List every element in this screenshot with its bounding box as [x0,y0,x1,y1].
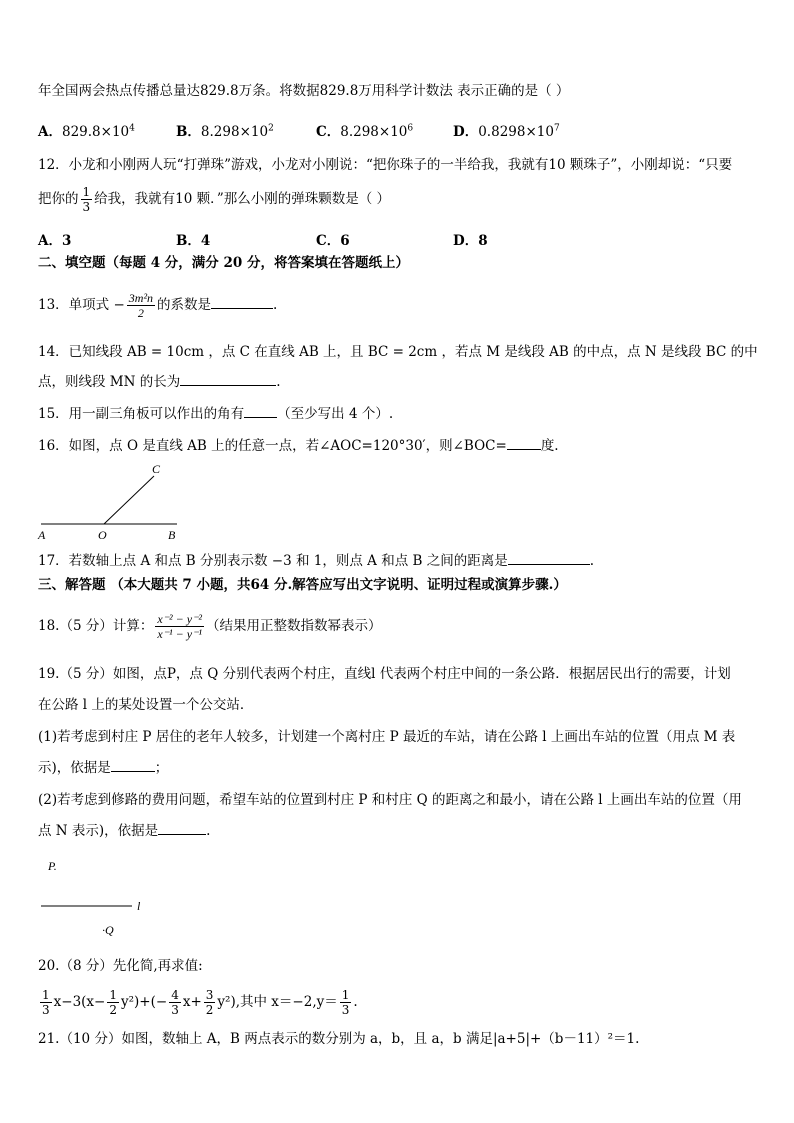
label-o: O [98,528,107,542]
q18-pre: 18.（5 分）计算： [38,618,154,634]
option-exponent: 7 [553,123,560,134]
option-value: 4 [200,233,211,249]
fraction-denominator: x⁻¹ − y⁻¹ [157,627,202,641]
q14-line1: 14．已知线段 AB = 10cm ，点 C 在直线 AB 上，且 BC = 2cm ，若点 M 是线段 AB 的中点，点 N 是线段 BC 的中 [38,344,758,360]
q21: 21.（10 分）如图，数轴上 A，B 两点表示的数分别为 a，b，且 a，b 满足|a+5|+（b－11）²＝1. [38,1031,640,1047]
fraction-numerator: 4 [171,988,179,1002]
q12-line2 [38,182,390,216]
q16 [38,437,559,455]
answer-blank[interactable] [180,373,276,386]
option-letter: C． [316,124,341,140]
fraction-denominator: 3 [171,1003,179,1017]
q19-line3: (1)若考虑到村庄 P 居住的老年人较多，计划建一个离村庄 P 最近的车站，请在公路 l 上画出车站的位置（用点 M 表 [38,729,736,745]
option-letter: B． [176,124,201,140]
q18-fraction [155,612,204,641]
q18 [38,606,381,646]
section-2-heading: 二、填空题（每题 4 分，满分 20 分，将答案填在答题纸上） [38,255,409,271]
option-value: 8 [478,233,488,249]
fraction-denominator: 3 [42,1003,50,1017]
q11-option-c [316,120,413,140]
option-value: 3 [61,233,72,249]
fraction-numerator: 3 [205,988,214,1002]
label-b: B [168,528,176,542]
expr-part: . [353,994,358,1010]
q19-line6-post: . [206,823,211,839]
answer-blank[interactable] [158,822,206,835]
fraction-numerator: 1 [109,988,117,1002]
q12-line2-pre: 把你的 [38,191,79,207]
fraction-denominator: 2 [109,1003,117,1017]
ray-oc [104,476,154,524]
q19-line6 [38,822,210,840]
fraction [107,988,119,1017]
q12-line2-post: 给我，我就有10 颗．”那么小刚的弹珠颗数是（ ） [94,191,391,207]
option-letter: A． [38,233,62,249]
q13-end: . [273,297,278,313]
option-letter: C． [316,233,341,249]
label-a: A [38,528,46,542]
option-letter: B． [176,233,201,249]
fraction-denominator: 2 [205,1003,214,1017]
option-exponent: 2 [268,123,274,134]
answer-blank[interactable] [244,405,277,418]
option-value: 8.298×10 [200,124,269,140]
expr-part: y²)+(− [121,994,168,1010]
q15 [38,405,393,423]
fraction-denominator: 2 [137,306,144,320]
q13-pre: 13．单项式 − [38,297,125,313]
answer-blank[interactable] [111,759,155,772]
answer-blank[interactable] [507,437,541,450]
option-letter: A． [38,124,62,140]
option-value: 829.8×10 [61,124,130,140]
expr-part: x−3(x− [53,994,106,1010]
q17-pre: 17．若数轴上点 A 和点 B 分别表示数 −3 和 1，则点 A 和点 B 之间的距离是 [38,553,508,569]
q20-line1: 20.（8 分）先化简,再求值: [38,958,203,974]
option-exponent: 6 [407,123,414,134]
option-letter: D． [453,233,479,249]
fraction-numerator: 1 [82,185,91,199]
q12-option-a [38,229,71,249]
q11-stem: 年全国两会热点传播总量达829.8万条。将数据829.8万用科学计数法 表示正确的是（ ） [38,83,570,99]
expr-part: x+ [182,994,202,1010]
option-value: 8.298×10 [340,124,408,140]
q12-option-c [316,229,350,249]
answer-blank[interactable] [508,552,590,565]
q13-post: 的系数是 [157,297,212,313]
q17-end: . [589,553,595,569]
fraction [340,988,352,1017]
fraction [204,988,216,1017]
label-c: C [152,462,161,476]
q19-line1: 19.（5 分）如图，点P，点 Q 分别代表两个村庄，直线l 代表两个村庄中间的一条公路．根据居民出行的需要，计划 [38,666,731,682]
fraction-numerator: 3m²n [128,291,154,305]
q11-option-a [38,120,135,140]
fraction [40,988,52,1017]
q14-line2-text: 点，则线段 MN 的长为 [38,374,181,390]
q18-post: （结果用正整数指数幂表示） [205,618,382,634]
q19-line4 [38,759,168,777]
fraction-numerator: 1 [341,988,350,1002]
fraction-numerator: 1 [42,988,50,1002]
q12-option-b [176,229,210,249]
option-value: 6 [340,233,350,249]
q12-line1: 12．小龙和小刚两人玩“打弹珠”游戏，小龙对小刚说：“把你珠子的一半给我，我就有10 颗珠子”，小刚却说：“只要 [38,157,733,173]
q16-figure [34,460,184,542]
q19-figure [36,850,148,942]
q14-line2 [38,373,281,391]
q17 [38,552,594,570]
q19-line2: 在公路 l 上的某处设置一个公交站． [38,697,254,713]
q19-line4-pre: 示)，依据是 [38,760,111,776]
q11-option-b [176,120,274,140]
expr-part: y²),其中 x＝−2,y＝ [217,994,338,1010]
q16-post: 度. [540,438,559,454]
q15-pre: 15．用一副三角板可以作出的角有 [38,406,245,422]
q19-line4-post: ； [154,760,169,776]
q16-pre: 16．如图，点 O 是直线 AB 上的任意一点，若∠AOC=120°30′，则∠BOC= [38,438,507,454]
q12-fraction [81,185,93,214]
q15-post: （至少写出 4 个）. [277,406,394,422]
label-l: l [137,899,141,913]
q12-option-d [453,229,488,249]
q20-expression [38,983,358,1021]
q13-fraction [127,291,155,320]
option-exponent: 4 [129,123,135,134]
label-p: P. [48,859,57,873]
fraction-denominator: 3 [82,200,91,214]
q19-line5: (2)若考虑到修路的费用问题，希望车站的位置到村庄 P 和村庄 Q 的距离之和最小，请在公路 l 上画出车站的位置（用 [38,792,742,808]
fraction-numerator: x⁻² − y⁻² [157,612,202,626]
answer-blank[interactable] [211,296,273,309]
q14-end: . [276,374,281,390]
q11-option-d [453,120,560,140]
fraction [169,988,181,1017]
q19-line6-pre: 点 N 表示)，依据是 [38,823,159,839]
option-value: 0.8298×10 [478,124,554,140]
label-q: ·Q [102,923,114,937]
q13 [38,287,277,323]
fraction-denominator: 3 [341,1003,350,1017]
section-3-heading: 三、解答题 （本大题共 7 小题，共64 分.解答应写出文字说明、证明过程或演算步骤.） [38,577,567,593]
option-letter: D． [453,124,479,140]
